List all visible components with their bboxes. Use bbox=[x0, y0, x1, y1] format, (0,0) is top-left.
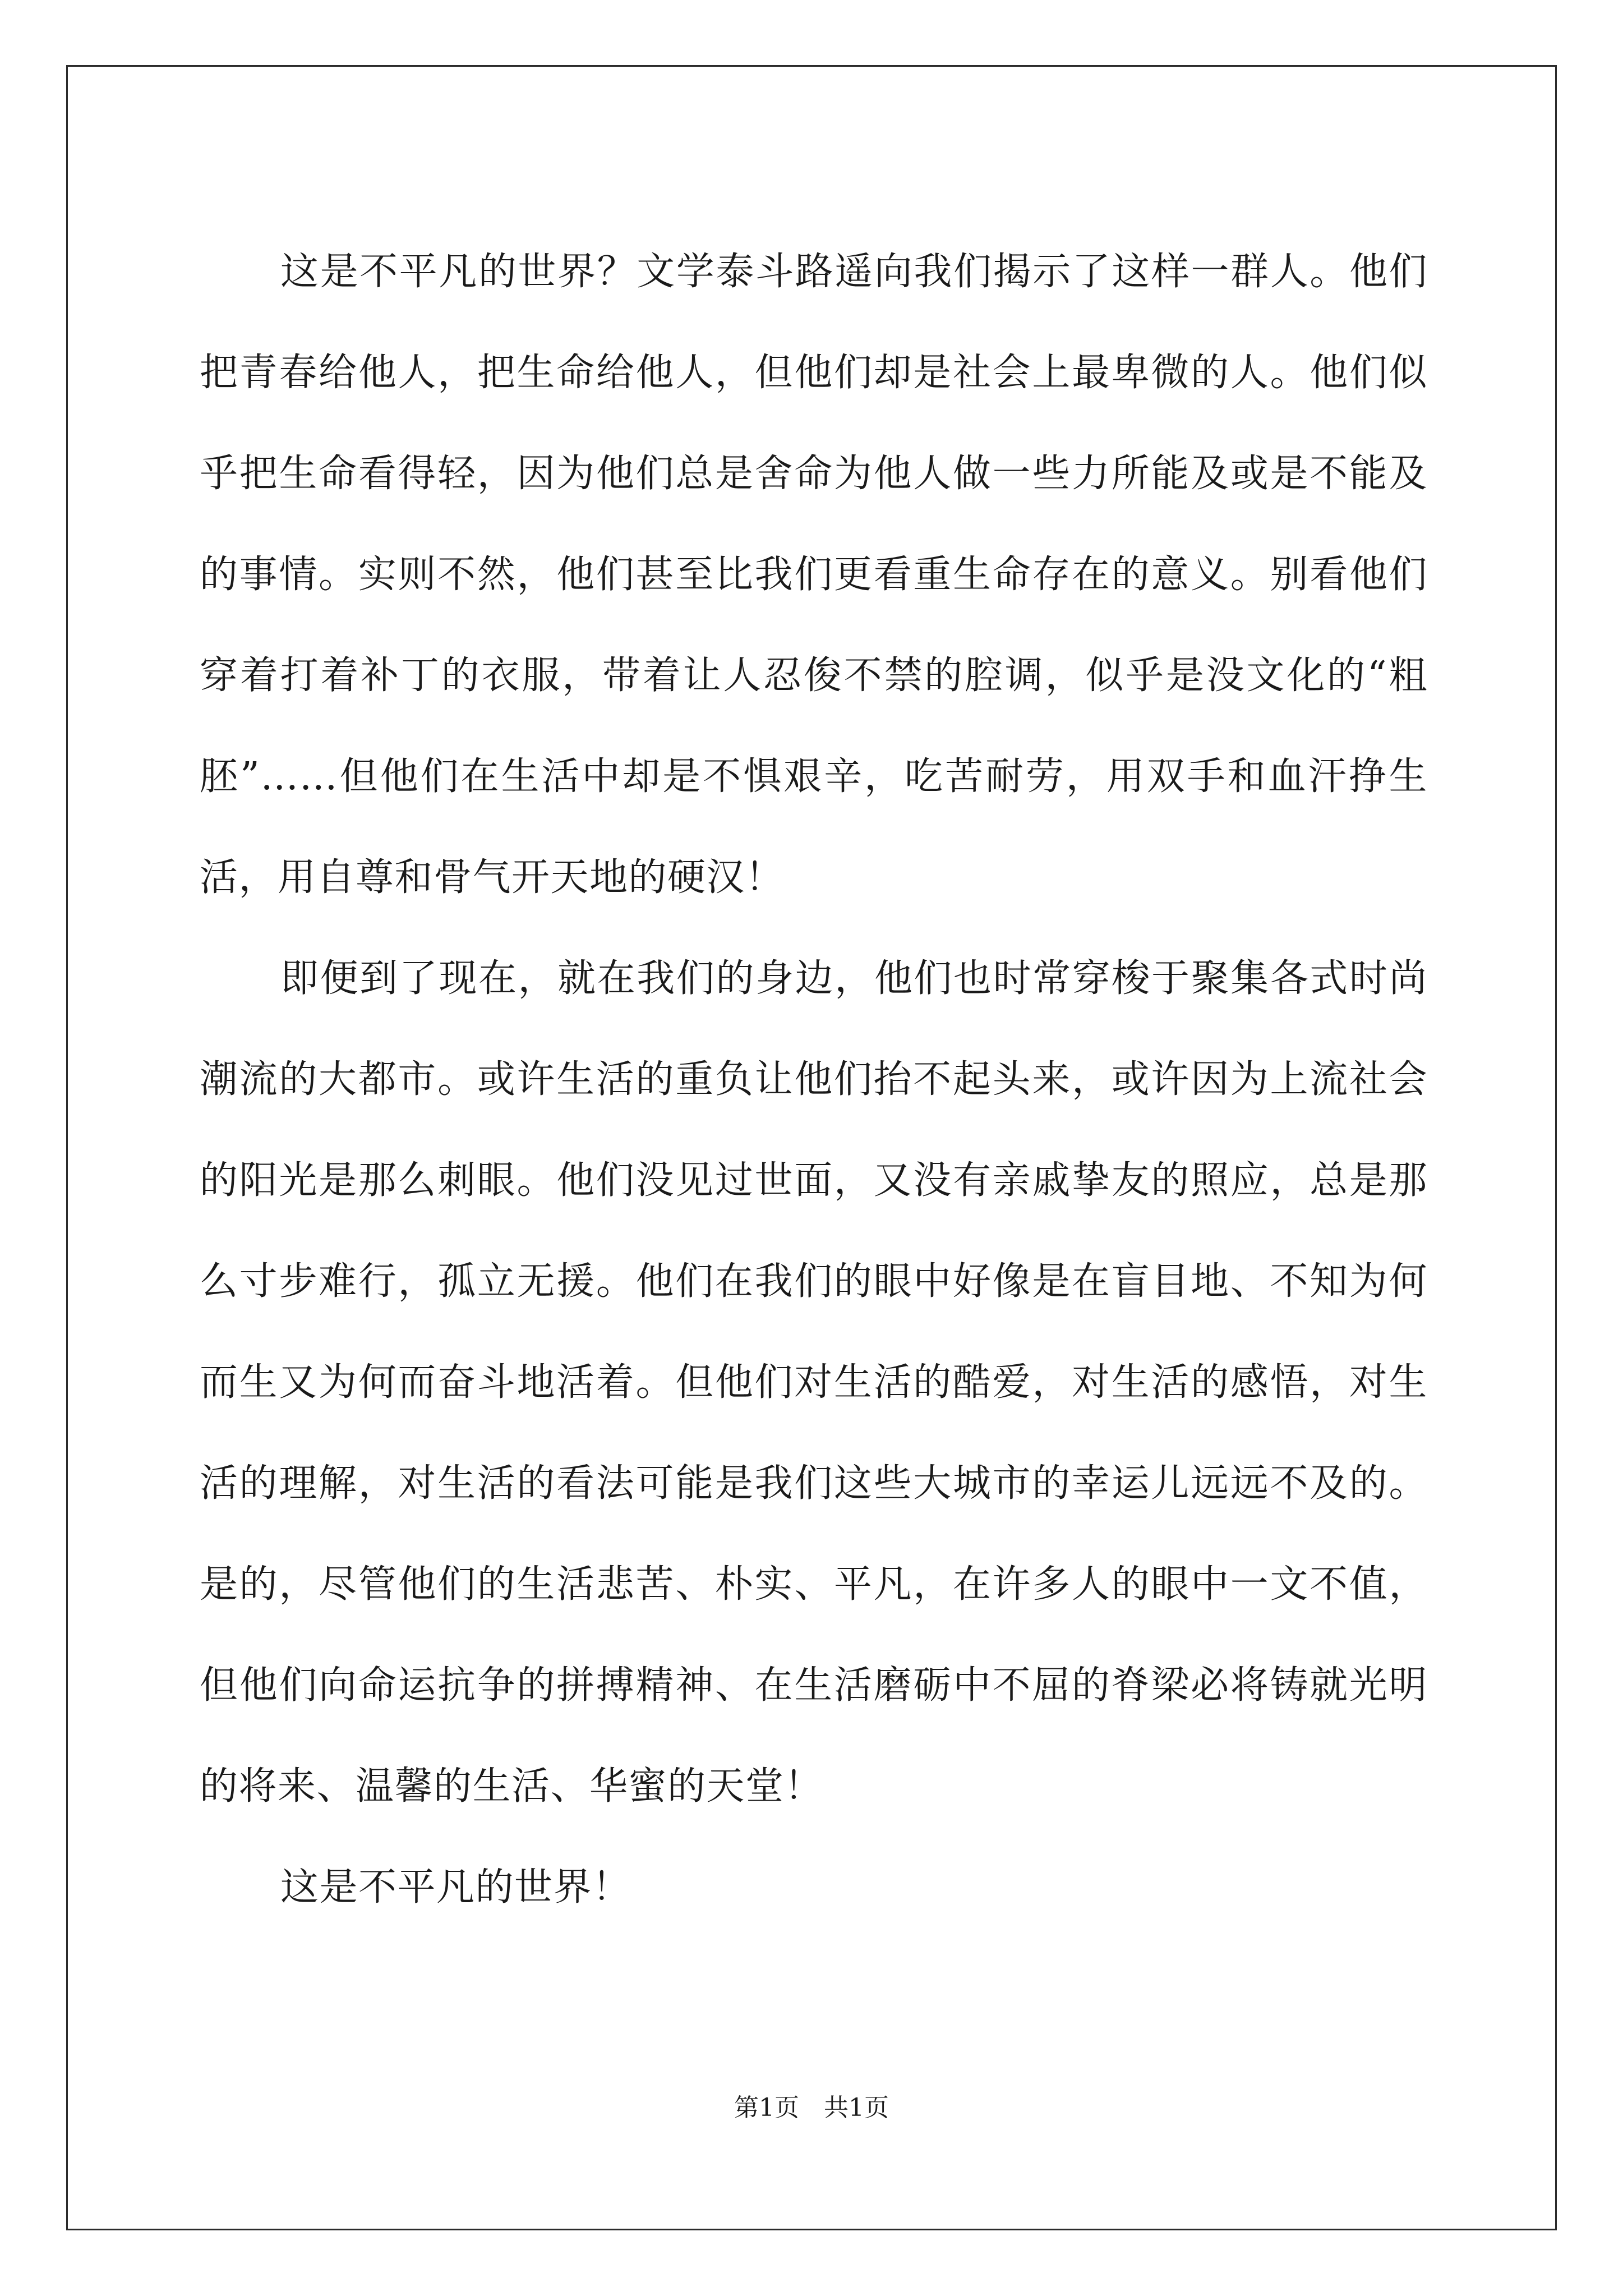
paragraph-3: 这是不平凡的世界！ bbox=[280, 1865, 631, 1910]
document-body bbox=[200, 222, 1428, 1938]
paragraph-1: 这是不平凡的世界？文学泰斗路遥向我们揭示了这样一群人。他们把青春给他人，把生命给他人，但他们却是社会上最卑微的人。他们似乎把生命看得轻，因为他们总是舍命为他人做一些力所能及或是不能及的事情。实则不然，他们甚至比我们更看重生命存在的意义。别看他们穿着打着补丁的衣服，带着让人忍俊不禁的腔调，似乎是没文化的“粗胚”……但他们在生活中却是不惧艰辛，吃苦耐劳，用双手和血汗挣生活，用自尊和骨气开天地的硬汉！ bbox=[200, 250, 1428, 900]
page-number-footer: 第1页 共1页 bbox=[734, 2093, 889, 2122]
paragraph-2: 即便到了现在，就在我们的身边，他们也时常穿梭于聚集各式时尚潮流的大都市。或许生活的重负让他们抬不起头来，或许因为上流社会的阳光是那么刺眼。他们没见过世面，又没有亲戚挚友的照应，总是那么寸步难行，孤立无援。他们在我们的眼中好像是在盲目地、不知为何而生又为何而奋斗地活着。但他们对生活的酷爱，对生活的感悟，对生活的理解，对生活的看法可能是我们这些大城市的幸运儿远远不及的。是的，尽管他们的生活悲苦、朴实、平凡，在许多人的眼中一文不值，但他们向命运抗争的拼搏精神、在生活磨砺中不屈的脊梁必将铸就光明的将来、温馨的生活、华蜜的天堂！ bbox=[200, 956, 1428, 1809]
